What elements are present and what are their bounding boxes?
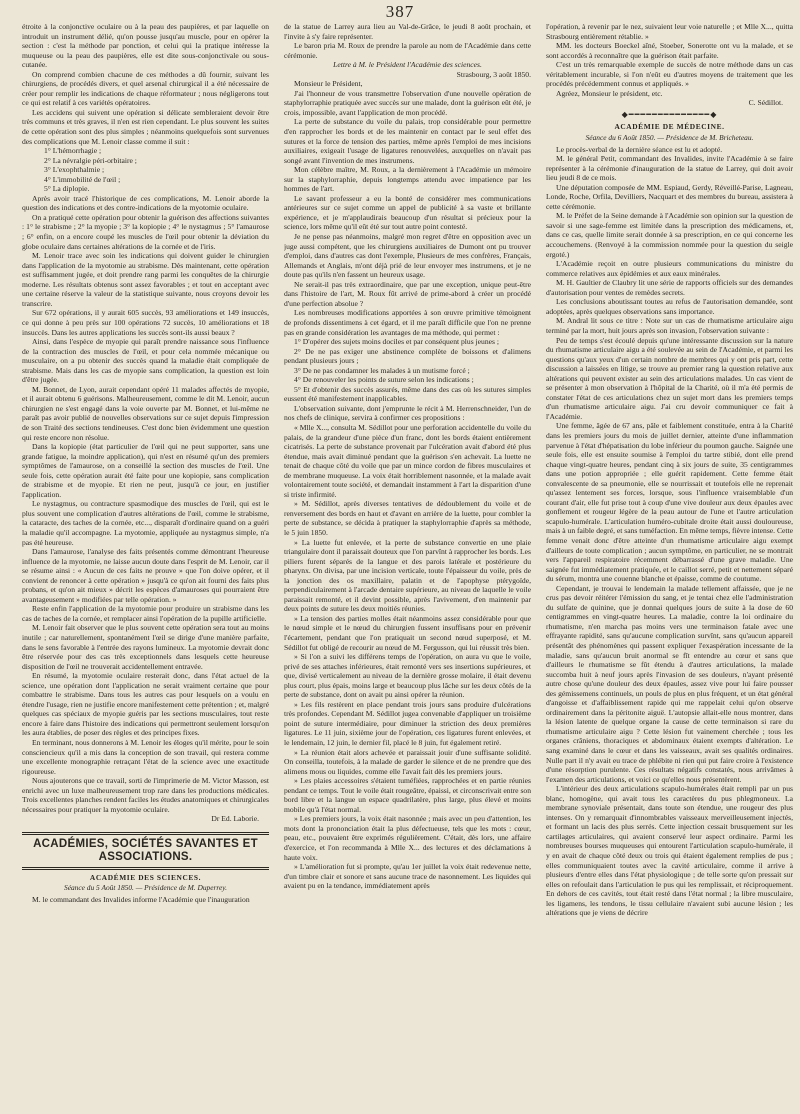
- paragraph: 5° Et d'obtenir des succès assurés, même dans des cas où les sutures simples eussent été manifestement inapplicables.: [284, 384, 531, 404]
- paragraph: On a pratiqué cette opération pour obtenir la guérison des affections suivantes : 1° le strabisme ; 2° la myopie ; 3° la kopiopie ; 4° le nystagmus ; 5° l'amaurose ; 6° enfin, on a encore coupé les muscles de l'œil pour obtenir la déviation du globe oculaire dans certaines altérations de la cornée et de l'iris.: [22, 212, 269, 251]
- letter-place: Strasbourg, 3 août 1850.: [456, 69, 531, 79]
- page-number: 387: [385, 2, 415, 21]
- paragraph: Ne serait-il pas très extraordinaire, que par une exception, unique peut-être dans l'histoire de l'art, M. Roux fût arrivé de prime-abord à créer un procédé d'une perfection absolue ?: [284, 279, 531, 308]
- paragraph: Mon célèbre maître, M. Roux, a la dernièrement à l'Académie un mémoire sur la staphylorraphie, depuis longtemps attendu avec impatience par les hommes de l'art.: [284, 165, 531, 194]
- paragraph: » Les premiers jours, la voix était nasonnée ; mais avec un peu d'attention, les mots dont la prononciation était la plus défectueuse, tels que les mots : cœur, peau, etc., pouvaient être exprimés régulièrement. C'était, dès lors, une affaire d'exercice, et l'on recommanda à Mlle X... des lectures et des déclamations à haute voix.: [284, 814, 531, 862]
- paragraph: » Les fils restèrent en place pendant trois jours sans produire d'ulcérations très profondes. Cependant M. Sédillot jugea convenable d'appliquer un troisième point de suture intermédiaire, pour diminuer la striction des deux premières ligatures. Le 11 juin, sixième jour de l'opération, ces ligatures furent enlevées, et le lendemain, 12 juin, le dernier fil, placé le 8 juin, fut également retiré.: [284, 699, 531, 748]
- list-item: 2° La névralgie péri-orbitaire ;: [44, 155, 137, 165]
- paragraph: 2° De ne pas exiger une abstinence complète de boissons et d'alimens pendant plusieurs jours ;: [284, 346, 531, 366]
- paragraph: Ainsi, dans l'espèce de myopie qui paraît prendre naissance sous l'influence de la contraction des muscles de l'œil, et pour cela nommée mécanique ou musculaire, on a pu obtenir des succès quand la maladie était compliquée de strabisme. Mais dans les cas de myopie sans complication, la question est loin d'être jugée.: [22, 337, 269, 385]
- ornament-divider: ◆━━━━━━━━━━━━━━◆: [621, 109, 718, 119]
- section-subheading: ACADÉMIE DE MÉDECINE.: [614, 122, 725, 132]
- paragraph: Le savant professeur a eu la bonté de considérer mes communications antérieures sur ce sujet comme un appel de publicité à sa vaste et brillante expérience, et je m'applaudirais beaucoup d'un résultat si précieux pour la science, lors même qu'il eût été sur tout autre point contesté.: [284, 193, 531, 232]
- column-left: [22, 22, 269, 1108]
- list-item: 1° L'hémorrhagie ;: [44, 146, 102, 156]
- paragraph: « Mlle X..., consulta M. Sédillot pour une perforation accidentelle du voile du palais, de la grandeur d'une pièce d'un franc, dont les bords étaient entièrement cicatrisés. La perte de substance provenait par l'ulcération avait d'abord été plus étendue, mais avait diminué pendant que la guérison s'en achevait. La luette ne tenait de chaque côté du voile que par un mince cordon de fibres musculaires et de membrane muqueuse. La voix était horriblement nasonnée, et la malade avait volontairement toute société, et demandait instamment à l'art la disparition d'une si triste infirmité.: [284, 422, 531, 499]
- list-item: 3° L'exophthalmie ;: [44, 165, 105, 175]
- paragraph: Les accidens qui suivent une opération si délicate sembleraient devoir être très communs et très graves, il n'en est rien cependant. Le plus souvent les suites de cette opération sont des plus simples ; néanmoins quelquefois sont survenues des complications que M. Lenoir classe comme il suit :: [22, 107, 269, 146]
- section-banner: ACADÉMIES, SOCIÉTÉS SAVANTES ET ASSOCIATIONS.: [22, 832, 269, 870]
- session-line: Séance du 6 Août 1850. — Présidence de M. Bricheteau.: [585, 133, 754, 143]
- column-middle: [284, 22, 531, 1108]
- paragraph: M. Bonnet, de Lyon, aurait cependant opéré 11 malades affectés de myopie, et il aurait obtenu 6 guérisons. Malheureusement, comme le dit M. Lenoir, aucun chirurgien ne s'est engagé dans la voie ouverte par M. Bonnet, et lui-même ne paraît pas avoir publié de nouvelles observations sur ce sujet depuis l'impression de son Traité des sections tendineuses. C'est donc bien évidemment une question qui reste encore non résolue.: [22, 384, 269, 442]
- paragraph: 1° D'opérer des sujets moins dociles et par conséquent plus jeunes ;: [294, 337, 499, 347]
- paragraph: » La réunion était alors achevée et paraissait jouir d'une suffisante solidité. On conseilla, toutefois, à la malade de garder le silence et de ne prendre que des alimens mous ou liquides, comme elle l'avait fait dès les premiers jours.: [284, 747, 531, 776]
- paragraph: J'ai l'honneur de vous transmettre l'observation d'une nouvelle opération de staphylorraphie pratiquée avec succès sur une malade, dont la guérison eût été, je crois, impossible, avant l'application de mon procédé.: [284, 88, 531, 117]
- paragraph: Les conclusions aboutissant toutes au refus de l'autorisation demandée, sont adoptées, après quelques observations sans importance.: [546, 297, 793, 316]
- paragraph: » Si l'on a suivi les différens temps de l'opération, on aura vu que le voile, privé de ses attaches inférieures, était remonté vers ses insertions supérieures, et que, divisé verticalement au niveau de la dernière grosse molaire, il était devenu plus court, plus épais, moins large et beaucoup plus lâche sur les deux côtés de la perte de substance, dont on avait pu ainsi opérer la réunion.: [284, 652, 531, 700]
- paragraph: Les nombreuses modifications apportées à son œuvre primitive témoignent de profonds dissentimens à cet égard, et il me paraît difficile que l'on ne prenne pas en grande considération les avantages de ma méthode, qui permet :: [284, 308, 531, 337]
- paragraph: M. Lenoir fait observer que le plus souvent cette opération sera tout au moins inutile ; car naturellement, spontanément l'œil se dirige d'une manière parfaite, dans le sens favorable à l'entrée des rayons lumineux. La myotomie devrait donc être réservée pour des cas très exceptionnels dans lesquels cette heureuse disposition de l'œil ne trouverait accidentellement entravée.: [22, 623, 269, 671]
- paragraph: C'est un très remarquable exemple de succès de notre méthode dans un cas véritablement incurable, si l'on n'eût eu d'autres moyens de traitement que les procédés précédemment connus et appliqués. »: [546, 60, 793, 89]
- signature: Dr Ed. Laborie.: [211, 814, 259, 824]
- paragraph: Le nystagmus, ou contracture spasmodique des muscles de l'œil, qui est le plus souvent une complication d'autres altérations de l'œil, comme le strabisme, la cataracte, des taches de la cornée, etc..., disparaît d'ordinaire quand on a guéri la maladie qu'il accompagne. La myotomie, appliquée au nystagmus simple, n'a pas été heureuse.: [22, 499, 269, 547]
- paragraph: » M. Sédillot, après diverses tentatives de dédoublement du voile et de renversement des bords en haut et d'avant en arrière de la luette, pour combler la perte de substance, se décida à pratiquer la staphylorraphie d'après sa méthode, le 5 juin 1850.: [284, 499, 531, 537]
- list-item: 4° L'immobilité de l'œil ;: [44, 174, 121, 184]
- paragraph: M. le général Petit, commandant des Invalides, invite l'Académie à se faire représenter à la cérémonie d'inauguration de la statue de Larrey, qui doit avoir lieu jeudi 8 de ce mois.: [546, 154, 793, 183]
- paragraph: Dans l'amaurose, l'analyse des faits présentés comme démontrant l'heureuse influence de la myotomie, ne laisse aucun doute dans l'esprit de M. Lenoir, car il se résume ainsi : « Aucun de ces faits ne prouve » que l'on doive opérer, et il convient de renoncer à cette opération » jusqu'à ce qu'on ait fourni des faits plus probans, et qu'on ait mieux » décrit les espèces d'amauroses qui pourraient être avantageusement » modifiées par telle opération. »: [22, 547, 269, 604]
- paragraph: de la statue de Larrey aura lieu au Val-de-Grâce, le jeudi 8 août prochain, et l'invite à s'y faire représenter.: [284, 22, 531, 41]
- paragraph: Reste enfin l'application de la myotomie pour produire un strabisme dans les cas de taches de la cornée, et remplacer ainsi l'opération de la pupille artificielle.: [22, 604, 269, 623]
- column-right: [546, 22, 793, 1108]
- paragraph: étroite à la conjonctive oculaire ou à la peau des paupières, et par laquelle on introduit un instrument délié, qu'on pousse jusqu'au muscle, pour en opérer la section : c'est la méthode par ponction, et celui qui la pratique intéresse la muqueuse ou la peau des paupières, elle est dite sous-conjonctivale ou sous-cutanée.: [22, 22, 269, 70]
- paragraph: 3° De ne pas condamner les malades à un mutisme forcé ;: [294, 365, 470, 375]
- paragraph: » La luette fut enlevée, et la perte de substance convertie en une plaie triangulaire dont il paraissait douteux que l'on parvînt à rapprocher les bords. Les piliers furent séparés de la langue et des parois latérale et postérieure du pharynx. On divisa, par une incision verticale, toute l'épaisseur du voile, près de la jonction des os maxillaire, palatin et de l'apophyse ptérygoïde, perpendiculairement à l'arcade dentaire supérieure, au niveau de laquelle le voile paraissait remonté, et il devint possible, après l'avivement, d'en maintenir par deux points de suture les deux moitiés réunies.: [284, 537, 531, 614]
- paragraph: Le baron pria M. Roux de prendre la parole au nom de l'Académie dans cette cérémonie.: [284, 41, 531, 60]
- paragraph: L'intérieur des deux articulations scapulo-humérales était rempli par un pus blanc, homogène, qui avait tous les caractères du pus phlegmoneux. La membrane synoviale présentait, dans toute son étendue, une rougeur des plus intenses. On y remarquait d'innombrables vaisseaux merveilleusement injectés, et formant un lacis des plus serrés. Cette injection cessait brusquement sur les cartilages articulaires, qui avaient conservé leur aspect ordinaire. Parmi les nombreuses bourses muqueuses qui entourent l'articulation scapulo-humérale, il y en avait de chaque côté deux ou trois qui étaient également remplies de pus ; elles communiquaient toutes avec la cavité articulaire, comme il arrive à plusieurs d'entre elles dans l'état physiologique ; de telle sorte qu'on pressait sur elles on refoulait dans l'articulation le pus qui les remplissait, et réciproquement. En dehors de ces cavités, tout était resté dans l'état normal ; la libre musculaire, les ligamens, les tendons, le tissu cellulaire n'avaient subi aucune lésion ; les altérations que je viens de décrire: [546, 784, 793, 918]
- paragraph: On comprend combien chacune de ces méthodes a dû fournir, suivant les chirurgiens, de procédés divers, et quel arsenal chirurgical il a été nécessaire de créer pour remplir les indications de chaque réformateur ; nous négligerons tout ce qui est relatif à ces variétés opératoires.: [22, 69, 269, 108]
- paragraph: M. Lenoir trace avec soin les indications qui doivent guider le chirurgien dans l'application de la myotomie au strabisme. Dès maintenant, cette opération est suffisamment jugée, et doit prendre rang parmi les conquêtes de la chirurgie moderne. Les résultats obtenus sont assez favorables ; et tout en acceptant avec une certaine réserve la valeur de la statistique suivante, nous croyons devoir les transcrire.: [22, 251, 269, 308]
- paragraph: Cependant, je trouvai le lendemain la malade tellement affaissée, que je ne crus pas devoir réitérer l'émission du sang, et je tentai chez elle l'administration du sulfate de quinine, que je donnai quelques jours de suite à la dose de 60 centigrammes en vingt-quatre heures. La maladie, contre la loi ordinaire du rhumatisme, n'en marcha pas moins vers une terminaison fatale avec une effrayante rapidité, sans qu'aucune complication survînt, sans qu'aucun appareil présentât des phénomènes qui passent expliquer l'exaspération incessante de la maladie, sans qu'aucun bruit anormal se fît entendre au cœur et sans que d'ailleurs le rhumatisme se fût étendu à d'autres articulations, la malade succomba huit à neuf jours après l'invasion de ses douleurs, n'ayant présenté autre chose qu'une douleur des deux épaules, assez vive pour lui faire pousser des gémissemens continuels, un pouls de plus en plus fréquent, et un état général d'angoisse et d'affaiblissement rapide qui me rappelait celui qu'on observe ordinairement dans la péritonite aiguë. L'autopsie allait-elle nous montrer, dans la lésion latente de quelque organe la cause de cette terminaison si rare du rhumatisme articulaire aigu ? Cette lésion fut vainement cherchée ; tous les organes crâniens, thoraciques et abdominaux étaient exempts d'altération. Le sang examiné dans le cœur et dans les vaisseaux, avait ses qualités ordinaires. Nulle part il n'y avait eu trace de phlébite ni rien qui put faire croire à l'existence d'une résorption purulente. Ces résultats négatifs constatés, nous arrivâmes à l'examen des articulations, et voici ce qu'elles nous présentèrent.: [546, 583, 793, 784]
- paragraph: Une femme, âgée de 67 ans, pâle et faiblement constituée, entra à la Charité dans les premiers jours du mois de juillet dernier, atteinte d'une inflammation parvenue à l'état d'hépatisation du lobe inférieur du poumon gauche. Saignée une seule fois, elle est ensuite soumise à l'emploi du tartre stibié, dont elle prend chaque vingt-quatre heures, pendant cinq à six jours de suite, 35 centigrammes dans une potion appropriée ; elle guérit rapidement. Cette femme était convalescente de sa pneumonie, elle se nourrissait et toutefois elle ne reprenait qu'assez lentement ses forces, lorsque, sous l'influence vraisemblable d'un courant d'air, elle fut prise tout à coup d'une vive douleur aux deux épaules avec gonflement et rougeur légère de la peau autour de l'une et l'autre articulation scapulo-humérale. L'articulation huméro-cubitale droite était aussi douloureuse, mais à un faible degré, et sans tuméfaction. En même temps, fièvre intense. Cette femme venait donc d'être atteinte d'un rhumatisme articulaire aigu exempt d'ailleurs de toute complication ; aucun symptôme, en particulier, ne se montrait vers l'appareil respiratoire récemment débarrassé d'une grave maladie. Une saignée fut immédiatement pratiquée, et le caillot serré, petit et nettement séparé du sérum, montra une couenne blanche et épaisse, comme de coutume.: [546, 421, 793, 584]
- paragraph: Peu de temps s'est écoulé depuis qu'une intéressante discussion sur la nature du rhumatisme articulaire aigu a été soulevée au sein de l'Académie, et parmi les questions qu'aux yeux d'un certain nombre de membres qui y ont pris part, cette discussion a laissées en litige, se trouve au premier rang la question relative aux altérations qui peuvent exister au sein des articulations malades. Un cas vient de se présenter à mon observation à l'hôpital de la Charité, où il m'a été permis de constater l'état de ces articulations chez un sujet mort dans les premiers temps d'un rhumatisme articulaire aigu. J'ai cru devoir communiquer ce fait à l'Académie.: [546, 335, 793, 421]
- paragraph: Une députation composée de MM. Espiaud, Gerdy, Réveillé-Parise, Lagneau, Londe, Roche, Orfila, Devilliers, Nacquart et des membres du bureau, assistera à cette cérémonie.: [546, 182, 793, 211]
- paragraph: M. le Préfet de la Seine demande à l'Académie son opinion sur la question de savoir si une sage-femme est limitée dans la prescription des médicamens, et, dans ce cas, quelle limite serait donnée à sa prescription, en ce qui concerne les accouchemens. (Renvoyé à la commission nommée pour la question du seigle ergoté.): [546, 211, 793, 259]
- paragraph: » L'amélioration fut si prompte, qu'au 1er juillet la voix était redevenue nette, d'un timbre clair et sonore et sans aucune trace de nasonnement. Les liquides qui avaient pu en la tendance, immédiatement après: [284, 862, 531, 891]
- signature: C. Sédillot.: [748, 98, 783, 108]
- paragraph: Après avoir tracé l'historique de ces complications, M. Lenoir aborde la question des indications et des contre-indications de la myotomie oculaire.: [22, 193, 269, 213]
- paragraph: 4° De renouveler les points de suture selon les indications ;: [294, 375, 474, 385]
- paragraph: Nous ajouterons que ce travail, sorti de l'imprimerie de M. Victor Masson, est enrichi avec un luxe malheureusement trop rare dans les productions médicales. Trois excellentes planches rendent faciles les études anatomiques et chirurgicales nécessaires pour pratiquer la myotomie oculaire.: [22, 776, 269, 814]
- paragraph: Dans la kopiopie (état particulier de l'œil qui ne peut supporter, sans une grande fatigue, la moindre application), qui n'est en résumé qu'un des premiers symptômes de l'amaurose, on a conseillé la section des muscles de l'œil. Une seule fois, cette opération aurait été faite pour une kopiopie, sans complication de strabisme et de myopie. Et rien ne peut, jusqu'à ce jour, en justifier l'application.: [22, 442, 269, 499]
- paragraph: Monsieur le Président,: [294, 79, 363, 89]
- paragraph: » La tension des parties molles était néanmoins assez considérable pour que le nœud simple et le nœud du chirurgien fussent insuffisans pour en prévenir l'écartement, pendant que l'on pratiquait un second nœud superposé, et M. Sédillot fut obligé de recourir au nœud de M. Fergusson, qui lui réussit très bien.: [284, 613, 531, 652]
- paragraph: En terminant, nous donnerons à M. Lenoir les éloges qu'il mérite, pour le soin consciencieux qu'il a mis dans la conception de son travail, qui restera comme une excellente monographie retraçant l'état de la science avec une exactitude rigoureuse.: [22, 738, 269, 776]
- paragraph: Je ne pense pas néanmoins, malgré mon regret d'être en opposition avec un juge aussi compétent, que les chirurgiens auxiliaires de Dumont ont pu trouver d'emploi, dans d'autres cas dont l'exemple, Plusieurs de mes confrères, Français, Allemands et Anglais, m'ont déjà prié de leur envoyer mes instrumens, et je ne doute pas qu'ils n'en fassent un heureux usage.: [284, 232, 531, 280]
- letter-title: Lettre à M. le Président l'Académie des sciences.: [333, 60, 482, 70]
- paragraph: Agréez, Monsieur le président, etc.: [556, 88, 663, 98]
- paragraph: M. le commandant des Invalides informe l'Académie que l'inauguration: [32, 895, 250, 905]
- paragraph: En résumé, la myotomie oculaire resterait donc, dans l'état actuel de la science, une opération dont l'application ne serait vraiment certaine que pour combattre le strabisme. Dans tous les autres cas pour lesquels on a voulu en étendre l'usage, rien ne justifie encore manifestement cette prétention ; et, malgré quelques cas spéciaux de myopie guéris par les sections musculaires, tout reste encore à faire dans l'histoire des indications qui permettront seulement lorsqu'on les aura établies, de poser des règles et des principes fixes.: [22, 671, 269, 738]
- paragraph: Le procès-verbal de la dernière séance est lu et adopté.: [556, 144, 723, 154]
- paragraph: l'opération, à revenir par le nez, suivaient leur voie naturelle ; et Mlle X..., quitta Strasbourg entièrement rétablie. »: [546, 22, 793, 41]
- paragraph: M. H. Gaultier de Claubry lit une série de rapports officiels sur des demandes d'autorisation pour ventes de remèdes secrets.: [546, 278, 793, 297]
- section-subheading: ACADÉMIE DES SCIENCES.: [89, 872, 202, 882]
- session-line: Séance du 5 Août 1850. — Présidence de M. Duperrey.: [64, 883, 227, 893]
- paragraph: » Les plaies accessoires s'étaient tuméfiées, rapprochées et en partie réunies pendant ce temps. Tout le voile était rougeâtre, épaissi, et circonscrivait entre son bord libre et la langue un espace quadrilatère, plus large, plus élevé et moins mobile qu'à l'état normal.: [284, 776, 531, 814]
- paragraph: Sur 672 opérations, il y aurait 605 succès, 93 améliorations et 149 insuccès, ce qui donne à peu près sur 100 opérations 72 succès, 10 améliorations et 18 insuccès. Dans les autres applications les succès sont-ils aussi beaux ?: [22, 308, 269, 337]
- paragraph: La perte de substance du voile du palais, trop considérable pour permettre d'en rapprocher les bords et de les maintenir en contact par le seul effet des sutures et la force de tension des parties, même après l'emploi de mes incisions auxiliaires, exigeait l'usage de ligatures renouvelées, auxquelles on n'avait pas songé avant l'invention de mes instrumens.: [284, 117, 531, 165]
- paragraph: MM. les docteurs Boeckel aîné, Stoeber, Sonerotte ont vu la malade, et se sont accordés à reconnaître que la guérison était parfaite.: [546, 41, 793, 60]
- list-item: 5° La diplopie.: [44, 184, 90, 194]
- paragraph: L'Académie reçoit en outre plusieurs communications du ministre du commerce relatives aux épidémies et aux eaux minérales.: [546, 259, 793, 278]
- paragraph: L'observation suivante, dont j'emprunte le récit à M. Herrenschneider, l'un de nos chefs de clinique, servira à confirmer ces propositions :: [284, 403, 531, 423]
- paragraph: M. Andral lit sous ce titre : Note sur un cas de rhumatisme articulaire aigu terminé par la mort, huit jours après son invasion, l'observation suivante :: [546, 316, 793, 335]
